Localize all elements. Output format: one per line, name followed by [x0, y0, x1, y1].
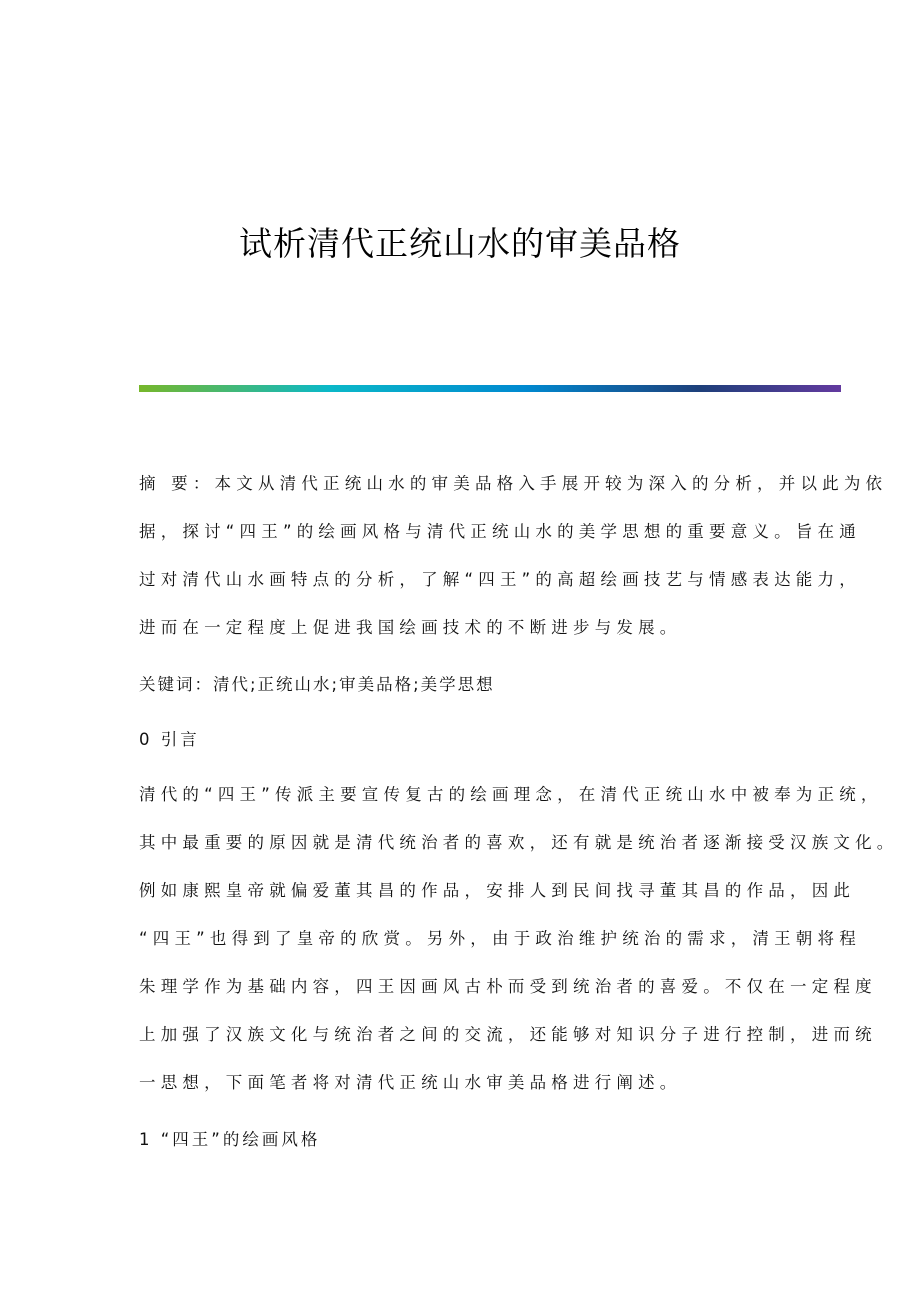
- paragraph-line: 其中最重要的原因就是清代统治者的喜欢，还有就是统治者逐渐接受汉族文化。: [139, 833, 899, 852]
- abstract-line: 摘 要：本文从清代正统山水的审美品格入手展开较为深入的分析，并以此为依: [139, 474, 888, 493]
- paragraph-line: 清代的“四王”传派主要宣传复古的绘画理念，在清代正统山水中被奉为正统，: [139, 785, 883, 804]
- paragraph-line: 例如康熙皇帝就偏爱董其昌的作品，安排人到民间找寻董其昌的作品，因此: [139, 881, 856, 900]
- section-heading-intro: 0 引言: [139, 730, 200, 749]
- paragraph-line: 朱理学作为基础内容，四王因画风古朴而受到统治者的喜爱。不仅在一定程度: [139, 977, 877, 996]
- keywords: 关键词：清代;正统山水;审美品格;美学思想: [139, 675, 495, 694]
- document-title: 试析清代正统山水的审美品格: [239, 224, 681, 263]
- paragraph-line: “四王”也得到了皇帝的欣赏。另外，由于政治维护统治的需求，清王朝将程: [139, 929, 861, 948]
- paragraph-line: 上加强了汉族文化与统治者之间的交流，还能够对知识分子进行控制，进而统: [139, 1025, 877, 1044]
- abstract-line: 据，探讨“四王”的绘画风格与清代正统山水的美学思想的重要意义。旨在通: [139, 522, 861, 541]
- gradient-divider: [139, 385, 841, 392]
- paragraph-line: 一思想，下面笔者将对清代正统山水审美品格进行阐述。: [139, 1073, 682, 1092]
- abstract-line: 进而在一定程度上促进我国绘画技术的不断进步与发展。: [139, 618, 682, 637]
- abstract-line: 过对清代山水画特点的分析，了解“四王”的高超绘画技艺与情感表达能力，: [139, 570, 861, 589]
- section-heading-1: 1 “四王”的绘画风格: [139, 1130, 321, 1149]
